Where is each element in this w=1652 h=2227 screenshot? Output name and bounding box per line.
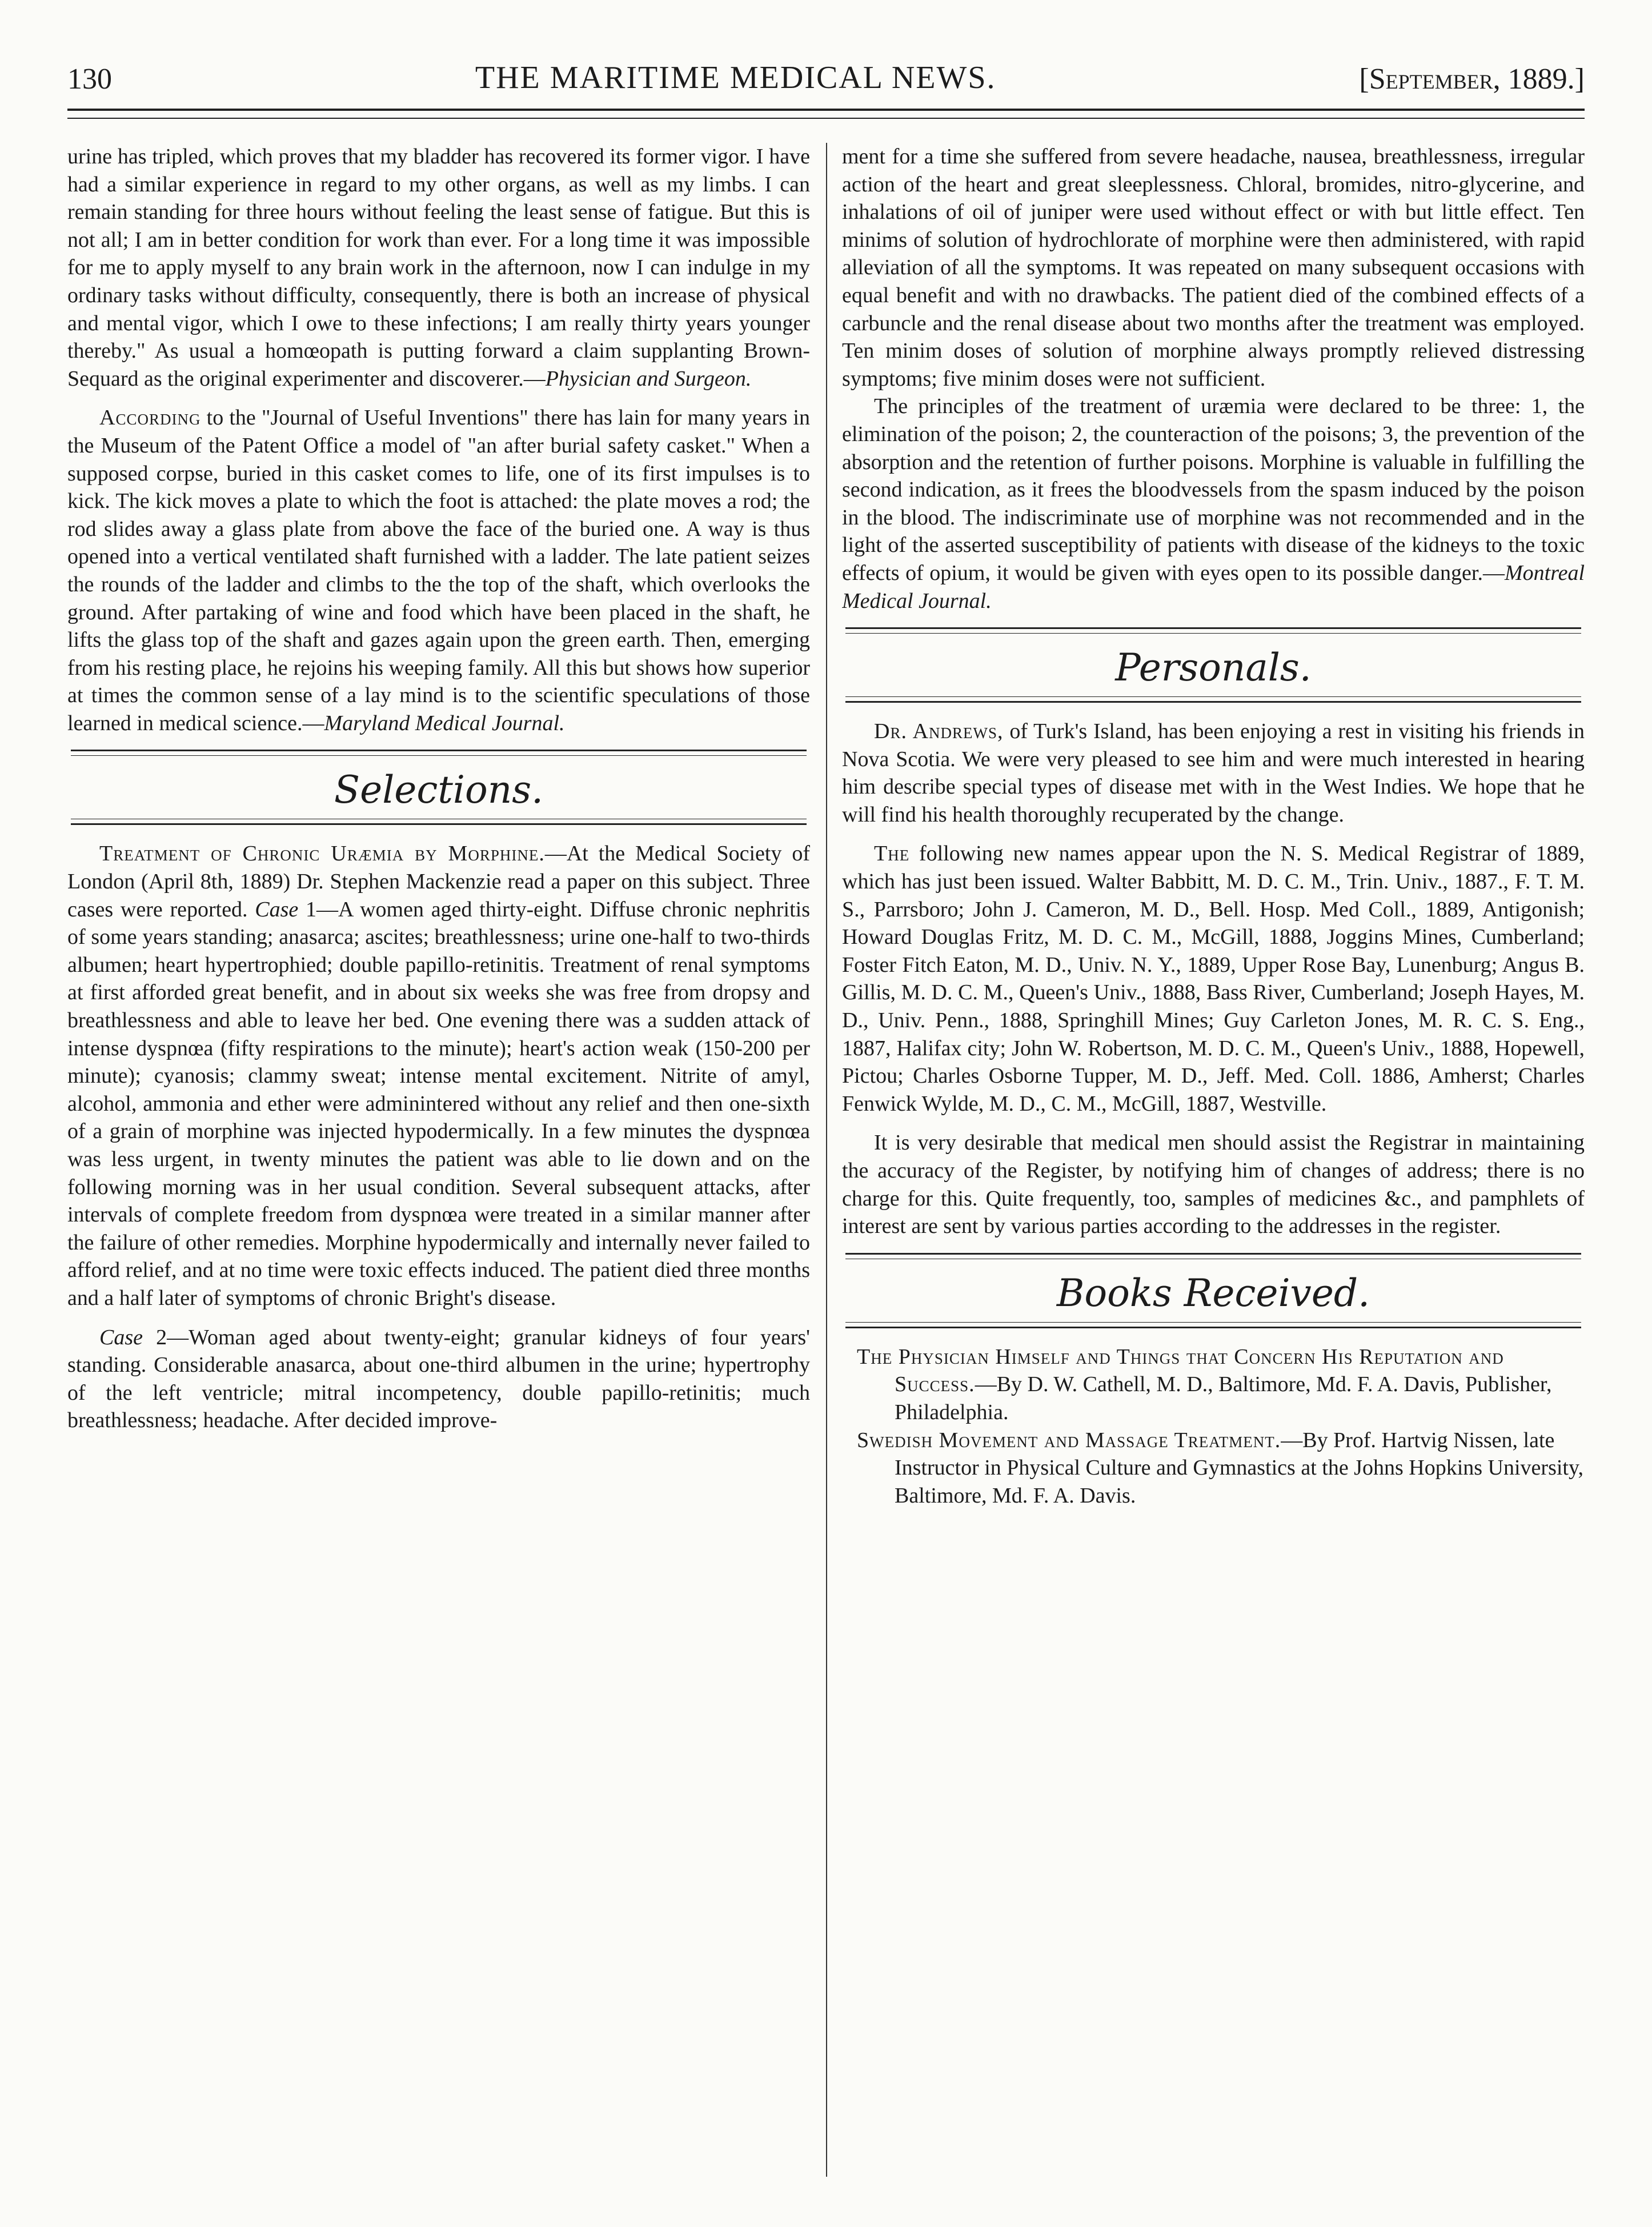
article-paragraph bbox=[67, 143, 810, 392]
column-divider bbox=[826, 143, 827, 2177]
book-details: —By D. W. Cathell, M. D., Baltimore, Md. F. A. Davis, Publisher, Philadelphia. bbox=[895, 1372, 1552, 1424]
heading-rule bbox=[845, 1253, 1581, 1255]
heading-rule bbox=[71, 750, 807, 751]
section-title: Selections. bbox=[334, 768, 544, 812]
section-heading-selections bbox=[67, 750, 810, 825]
heading-rule bbox=[845, 701, 1581, 703]
book-entry bbox=[842, 1427, 1585, 1510]
paragraph-text: urine has tripled, which proves that my bladder has recovered its former vigor. I have had a similar experience in regard to my other organs, as well as my limbs. I can remain standing for three hours without feeling the least sense of fatigue. But this is not all; I am in better condition for work than ever. For a long time it was impossible for me to apply myself to any brain work in the afternoon, now I can indulge in my ordinary tasks without difficulty, consequently, there is both an increase of physical and mental vigor, which I owe to these infections; I am really thirty years younger thereby." As usual a homœopath is putting forward a claim supplanting Brown-Sequard as the original experimenter and discoverer.— bbox=[67, 145, 810, 391]
article-paragraph bbox=[67, 1324, 810, 1435]
section-heading-books-received bbox=[842, 1253, 1585, 1328]
book-entry bbox=[842, 1343, 1585, 1427]
paragraph-lead: According bbox=[99, 406, 201, 430]
article-paragraph bbox=[842, 718, 1585, 828]
source-citation: Physician and Surgeon. bbox=[545, 366, 752, 391]
article-paragraph bbox=[842, 1129, 1585, 1240]
section-heading-personals bbox=[842, 627, 1585, 703]
book-title: The Physician Himself and Things that Concern His Reputation and Success. bbox=[857, 1344, 1504, 1397]
book-title: Swedish Movement and Massage Treatment. bbox=[857, 1428, 1281, 1452]
case-label: Case bbox=[255, 897, 299, 922]
section-title: Books Received. bbox=[1056, 1271, 1370, 1315]
page-number: 130 bbox=[67, 63, 112, 95]
book-details: —By Prof. Hartvig Nissen, late Instructor in Physical Culture and Gymnastics at the Johns Hopkins University, Baltimore, Md. F. A. Davis. bbox=[895, 1428, 1583, 1508]
heading-rule bbox=[845, 627, 1581, 629]
article-paragraph bbox=[67, 840, 810, 1312]
left-column bbox=[67, 143, 810, 2177]
paragraph-text: 1—A women aged thirty-eight. Diffuse chronic nephritis of some years standing; anasarca; ascites; breathlessness; urine one-half to two-thirds albumen; heart hypertrophied; double papillo-retinitis. Treatment of renal symptoms at first afforded great benefit, and in about six weeks she was free from dropsy and breathlessness and able to leave her bed. One evening there was a sudden attack of intense dyspnœa (fifty respirations to the minute); heart's action weak (150-200 per minute); cyanosis; clammy sweat; intense mental excitement. Nitrite of amyl, alcohol, ammonia and ether were adminintered without any relief and then one-sixth of a grain of morphine was injected hypodermically. In a few minutes the dyspnœa was less urgent, in twenty minutes the patient was able to lie down and on the following morning was in her usual condition. Several subsequent attacks, after intervals of complete freedom from dyspnœa were treated in a similar manner after the failure of other remedies. Morphine hypodermically and internally never failed to afford relief, and at no time were toxic effects induced. The patient died three months and a half later of symptoms of chronic Bright's disease. bbox=[67, 897, 810, 1310]
heading-rule bbox=[845, 696, 1581, 697]
article-paragraph bbox=[67, 404, 810, 737]
article-paragraph bbox=[842, 840, 1585, 1117]
running-head bbox=[67, 45, 1585, 96]
heading-rule bbox=[845, 1322, 1581, 1323]
paragraph-text: —At the Medical Society of London (April 8th, 1889) Dr. Stephen Mackenzie read a paper on this subject. Three cases were reported. bbox=[67, 842, 810, 922]
article-title: Treatment of Chronic Uræmia by Morphine. bbox=[99, 842, 545, 866]
paragraph-text: It is very desirable that medical men should assist the Registrar in maintaining the accuracy of the Register, by notifying him of changes of address; there is no charge for this. Quite frequently, too, samples of medicines &c., and pamphlets of interest are sent by various parties according to the addresses in the register. bbox=[842, 1131, 1585, 1239]
paragraph-text: of Turk's Island, has been enjoying a rest in visiting his friends in Nova Scotia. We were very pleased to see him and were much interested in hearing him describe special types of disease met with in the West Indies. We hope that he will find his health thoroughly recuperated by the change. bbox=[842, 719, 1585, 827]
header-rule-thick bbox=[67, 109, 1585, 111]
source-citation: Maryland Medical Journal. bbox=[324, 711, 565, 735]
paragraph-lead: Dr. Andrews, bbox=[874, 719, 1004, 744]
paragraph-text: ment for a time she suffered from severe headache, nausea, breathlessness, irregular action of the heart and great sleeplessness. Chloral, bromides, nitro-glycerine, and inhalations of oil of juniper were used without effect or with but little effect. Ten minims of solution of hydrochlorate of morphine were then administered, with rapid alleviation of all the symptoms. It was repeated on many subsequent occasions with equal benefit and with no drawbacks. The patient died of the combined effects of a carbuncle and the renal disease about two months after the treatment was employed. Ten minim doses of solution of morphine always promptly relieved distressing symptoms; five minim doses were not sufficient. bbox=[842, 145, 1585, 391]
source-citation: Montreal Medical Journal. bbox=[842, 560, 1585, 613]
case-label: Case bbox=[99, 1325, 143, 1349]
heading-rule bbox=[71, 823, 807, 825]
right-column bbox=[842, 143, 1585, 2177]
paragraph-lead: The bbox=[874, 842, 910, 866]
article-paragraph bbox=[842, 143, 1585, 392]
heading-rule bbox=[845, 1327, 1581, 1328]
section-title: Personals. bbox=[1115, 646, 1312, 690]
paragraph-text: 2—Woman aged about twenty-eight; granular kidneys of four years' standing. Considerable anasarca, about one-third albumen in the urine; hypertrophy of the left ventricle; mitral incompetency, double papillo-retinitis; much breathlessness; headache. After decided improve- bbox=[67, 1325, 810, 1433]
journal-title: THE MARITIME MEDICAL NEWS. bbox=[475, 60, 996, 95]
paragraph-text: to the "Journal of Useful Inventions" there has lain for many years in the Museum of the Patent Office a model of "an after burial safety casket." When a supposed corpse, buried in this casket comes to life, one of its first impulses is to kick. The kick moves a plate to which the foot is attached: the plate moves a rod; the rod slides away a glass plate from above the face of the buried one. A way is thus opened into a vertical ventilated shaft furnished with a ladder. The late patient seizes the rounds of the ladder and climbs to the the top of the shaft, which overlooks the ground. After partaking of wine and food which have been placed in the shaft, he lifts the glass top of the shaft and gazes again upon the green earth. Then, emerging from his resting place, he rejoins his weeping family. All this but shows how superior at times the common sense of a lay mind is to the scientific speculations of those learned in medical science.— bbox=[67, 406, 810, 735]
paragraph-text: The principles of the treatment of uræmia were declared to be three: 1, the elimination of the poison; 2, the counteraction of the poisons; 3, the prevention of the absorption and the retention of further poisons. Morphine is valuable in fulfilling the second indication, as it frees the bloodvessels from the spasm induced by the poison in the blood. The indiscriminate use of morphine was not recommended and in the light of the asserted susceptibility of patients with disease of the kidneys to the toxic effects of opium, it would be given with eyes open to its possible danger.— bbox=[842, 394, 1585, 585]
article-paragraph bbox=[842, 392, 1585, 615]
issue-date: [September, 1889.] bbox=[1359, 63, 1585, 95]
paragraph-text: following new names appear upon the N. S. Medical Registrar of 1889, which has just been issued. Walter Babbitt, M. D. C. M., Trin. Univ., 1887., F. T. M. S., Parrsboro; John J. Cameron, M. D., Bell. Hosp. Med Coll., 1889, Antigonish; Howard Douglas Fritz, M. D. C. M., McGill, 1888, Joggins Mines, Cumberland; Foster Fitch Eaton, M. D., Univ. N. Y., 1889, Upper Rose Bay, Lunenburg; Angus B. Gillis, M. D. C. M., Queen's Univ., 1888, Bass River, Cumberland; Joseph Hayes, M. D., Univ. Penn., 1888, Springhill Mines; Guy Carleton Jones, M. R. C. S. Eng., 1887, Halifax city; John W. Robertson, M. D. C. M., Queen's Univ., 1888, Hopewell, Pictou; Charles Osborne Tupper, M. D., Jeff. Med. Coll. 1886, Amherst; Charles Fenwick Wylde, M. D., C. M., McGill, 1887, Westville. bbox=[842, 842, 1585, 1116]
header-rule-thin bbox=[67, 118, 1585, 119]
